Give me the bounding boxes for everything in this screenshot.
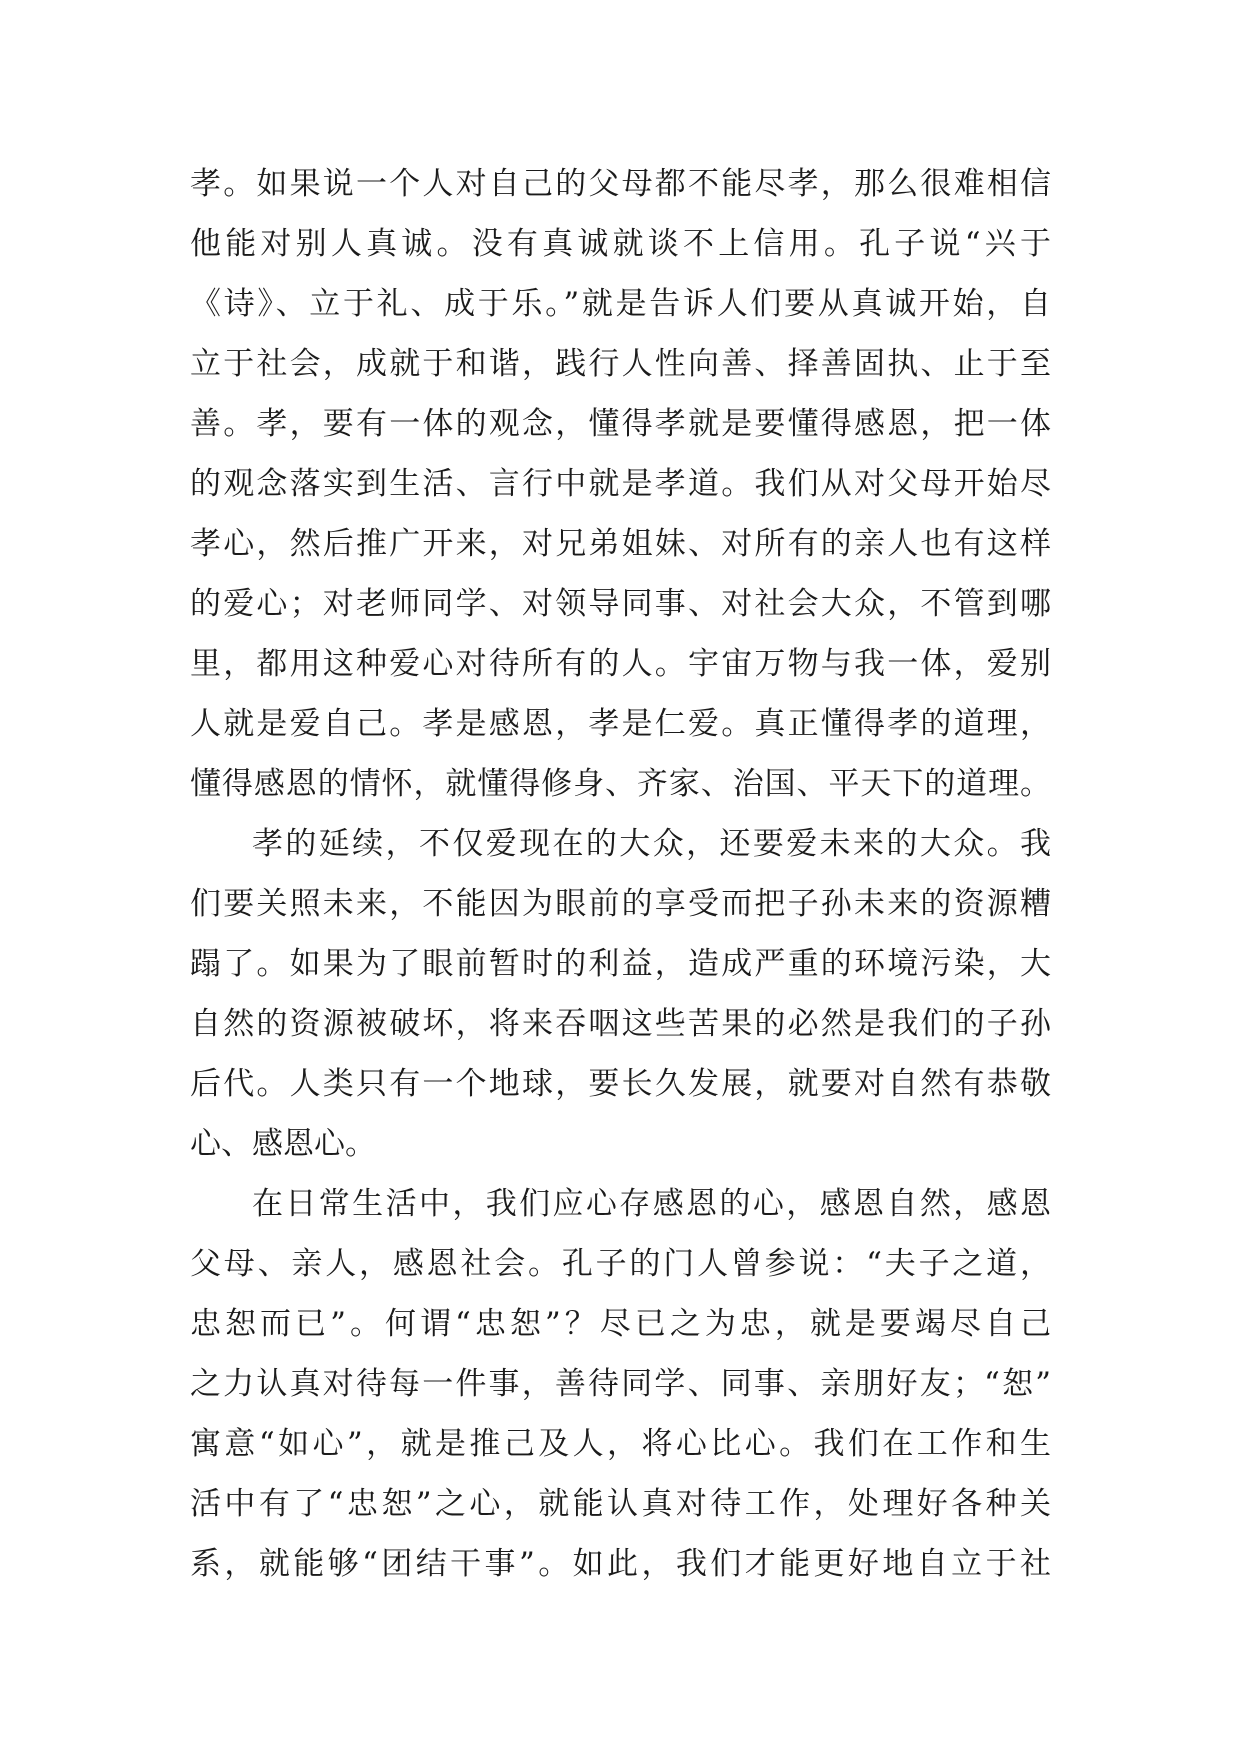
text-line: 孝的延续，不仅爱现在的大众，还要爱未来的大众。我 — [252, 826, 1051, 862]
text-line: 的观念落实到生活、言行中就是孝道。我们从对父母开始尽 — [190, 466, 1051, 502]
paragraph-2 — [190, 814, 1051, 1174]
text-line: 他能对别人真诚。没有真诚就谈不上信用。孔子说“兴于 — [190, 226, 1051, 262]
text-line: 蹋了。如果为了眼前暂时的利益，造成严重的环境污染，大 — [190, 946, 1051, 982]
text-line: 里，都用这种爱心对待所有的人。宇宙万物与我一体，爱别 — [190, 646, 1051, 682]
text-line: 《诗》、立于礼、成于乐。”就是告诉人们要从真诚开始，自 — [190, 286, 1051, 322]
text-line: 活中有了“忠恕”之心，就能认真对待工作，处理好各种关 — [190, 1486, 1051, 1522]
text-line: 孝。如果说一个人对自己的父母都不能尽孝，那么很难相信 — [190, 166, 1051, 202]
text-line: 善。孝，要有一体的观念，懂得孝就是要懂得感恩，把一体 — [190, 406, 1051, 442]
text-line: 后代。人类只有一个地球，要长久发展，就要对自然有恭敬 — [190, 1066, 1051, 1102]
text-line: 忠恕而已”。何谓“忠恕”？尽已之为忠，就是要竭尽自己 — [190, 1306, 1051, 1342]
document-page — [190, 154, 1051, 1594]
text-line: 父母、亲人，感恩社会。孔子的门人曾参说：“夫子之道， — [190, 1246, 1051, 1282]
paragraph-1 — [190, 154, 1051, 814]
text-line: 系，就能够“团结干事”。如此，我们才能更好地自立于社 — [190, 1546, 1051, 1582]
text-line: 寓意“如心”，就是推己及人，将心比心。我们在工作和生 — [190, 1426, 1051, 1462]
text-line: 之力认真对待每一件事，善待同学、同事、亲朋好友；“恕” — [190, 1366, 1051, 1402]
text-line: 人就是爱自己。孝是感恩，孝是仁爱。真正懂得孝的道理， — [190, 706, 1051, 742]
text-line: 立于社会，成就于和谐，践行人性向善、择善固执、止于至 — [190, 346, 1051, 382]
text-line: 自然的资源被破坏，将来吞咽这些苦果的必然是我们的子孙 — [190, 1006, 1051, 1042]
text-line: 在日常生活中，我们应心存感恩的心，感恩自然，感恩 — [252, 1186, 1051, 1222]
text-line: 懂得感恩的情怀，就懂得修身、齐家、治国、平天下的道理。 — [190, 766, 1051, 802]
text-line: 们要关照未来，不能因为眼前的享受而把子孙未来的资源糟 — [190, 886, 1051, 922]
text-line: 心、感恩心。 — [190, 1126, 376, 1162]
text-line: 的爱心；对老师同学、对领导同事、对社会大众，不管到哪 — [190, 586, 1051, 622]
text-line: 孝心，然后推广开来，对兄弟姐妹、对所有的亲人也有这样 — [190, 526, 1051, 562]
paragraph-3 — [190, 1174, 1051, 1594]
